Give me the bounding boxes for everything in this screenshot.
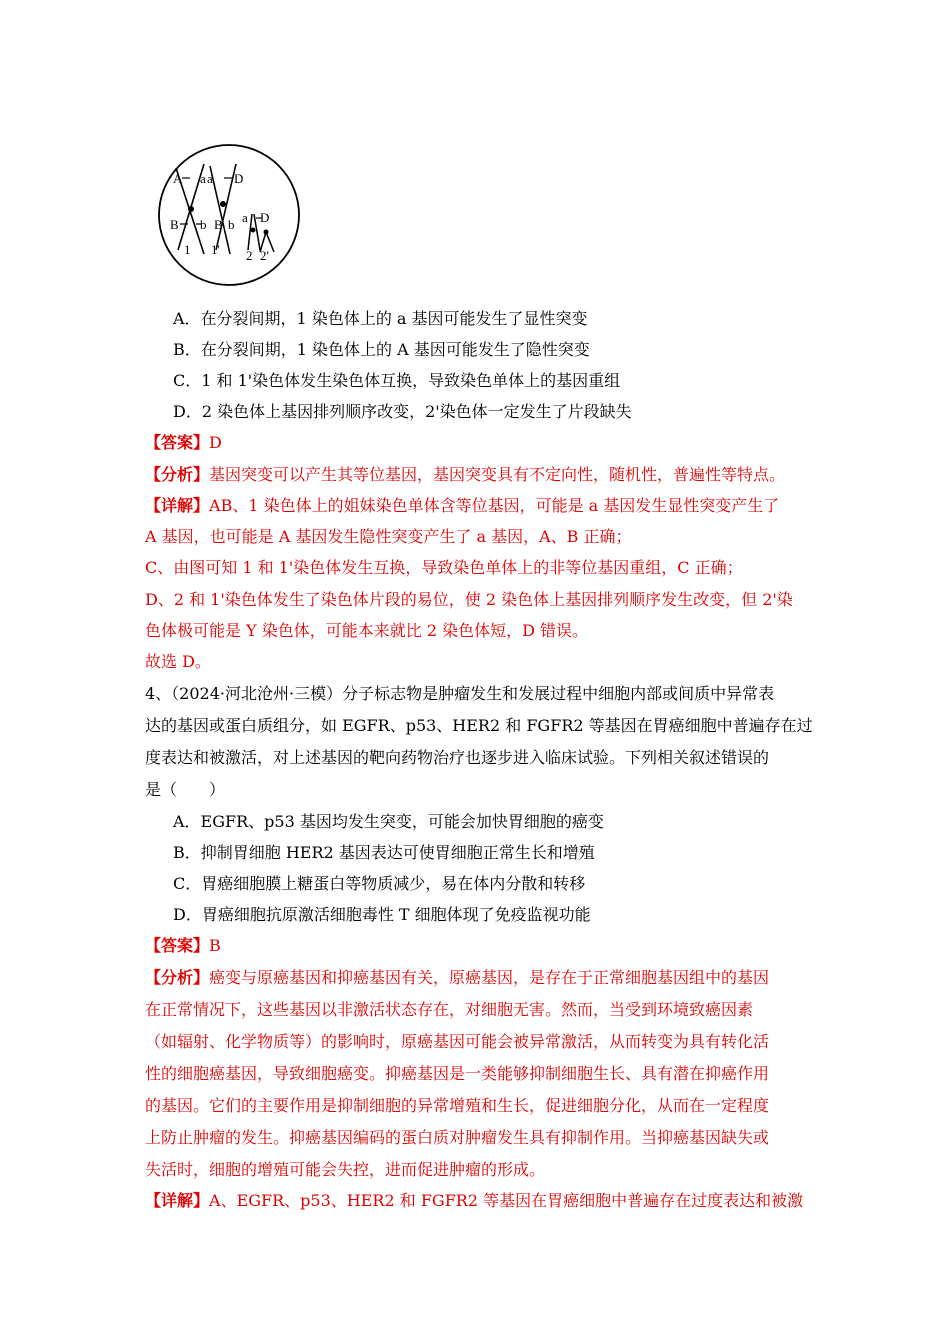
gene-label-A: A (173, 171, 183, 186)
q3-detail-line: 色体极可能是 Y 染色体，可能本来就比 2 染色体短，D 错误。 (145, 621, 589, 640)
q4-stem-line: 是（ ） (145, 780, 226, 799)
chromosome-diagram (156, 142, 302, 288)
chromosome-label-1: 1 (184, 242, 191, 257)
answer-value: B (209, 936, 221, 955)
q4-option-a: A．EGFR、p53 基因均发生突变，可能会加快胃细胞的癌变 (173, 812, 604, 831)
q4-answer (145, 936, 221, 956)
q3-analysis (145, 465, 785, 485)
gene-label-D: D (234, 171, 244, 186)
answer-tag: 【答案】 (145, 936, 210, 955)
analysis-tag: 【分析】 (145, 465, 210, 484)
q4-stem-line: 4、（2024·河北沧州·三模）分子标志物是肿瘤发生和发展过程中细胞内部或间质中异常表 (145, 684, 775, 703)
analysis-tag: 【分析】 (145, 968, 210, 987)
gene-label-b2: b (228, 217, 235, 232)
q3-detail-line (145, 496, 779, 516)
q3-conclusion: 故选 D。 (145, 652, 211, 671)
chromosome-label-2: 2 (246, 248, 253, 263)
analysis-text: 癌变与原癌基因和抑癌基因有关，原癌基因，是存在于正常细胞基因组中的基因 (209, 968, 770, 987)
gene-label-a2: a (207, 171, 213, 186)
gene-label-small-D: D (260, 210, 270, 225)
detail-text: A、EGFR、p53、HER2 和 FGFR2 等基因在胃癌细胞中普遍存在过度表达和被激 (209, 1191, 804, 1210)
gene-label-b1: b (200, 217, 207, 232)
chromosome-label-1-prime: 1' (211, 242, 220, 257)
q4-analysis-line: 上防止肿瘤的发生。抑癌基因编码的蛋白质对肿瘤发生具有抑制作用。当抑癌基因缺失或 (145, 1128, 770, 1147)
q3-answer (145, 433, 222, 453)
q3-option-a: A．在分裂间期，1 染色体上的 a 基因可能发生了显性突变 (173, 309, 588, 328)
gene-label-small-a: a (242, 210, 248, 225)
q3-option-b: B．在分裂间期，1 染色体上的 A 基因可能发生了隐性突变 (173, 340, 590, 359)
q4-option-c: C．胃癌细胞膜上糖蛋白等物质减少，易在体内分散和转移 (173, 874, 586, 893)
q3-detail-line: D、2 和 1'染色体发生了染色体片段的易位，使 2 染色体上基因排列顺序发生改变，但 2'染 (145, 590, 793, 609)
q3-option-d: D．2 染色体上基因排列顺序改变，2'染色体一定发生了片段缺失 (173, 402, 632, 421)
q4-option-b: B．抑制胃细胞 HER2 基因表达可使胃细胞正常生长和增殖 (173, 843, 595, 862)
q4-analysis-line: （如辐射、化学物质等）的影响时，原癌基因可能会被异常激活，从而转变为具有转化活 (145, 1032, 770, 1051)
q4-analysis-line: 失活时，细胞的增殖可能会失控，进而促进肿瘤的形成。 (145, 1160, 546, 1179)
detail-tag: 【详解】 (145, 496, 210, 515)
gene-label-B1: B (170, 217, 179, 232)
answer-tag: 【答案】 (145, 433, 210, 452)
chromosome-label-2-prime: 2' (260, 248, 269, 263)
q4-option-d: D．胃癌细胞抗原激活细胞毒性 T 细胞体现了免疫监视功能 (173, 905, 591, 924)
q4-stem-line: 达的基因或蛋白质组分，如 EGFR、p53、HER2 和 FGFR2 等基因在胃癌细胞中普遍存在过 (145, 716, 813, 735)
detail-text: AB、1 染色体上的姐妹染色单体含等位基因，可能是 a 基因发生显性突变产生了 (209, 496, 780, 515)
q4-detail-line (145, 1191, 803, 1211)
q4-stem-line: 度表达和被激活，对上述基因的靶向药物治疗也逐步进入临床试验。下列相关叙述错误的 (145, 748, 770, 767)
q4-analysis-line: 在正常情况下，这些基因以非激活状态存在，对细胞无害。然而，当受到环境致癌因素 (145, 1000, 754, 1019)
q4-analysis-line: 的基因。它们的主要作用是抑制细胞的异常增殖和生长，促进细胞分化，从而在一定程度 (145, 1096, 770, 1115)
analysis-text: 基因突变可以产生其等位基因，基因突变具有不定向性，随机性，普遍性等特点。 (209, 465, 786, 484)
q4-analysis-line (145, 968, 769, 988)
q3-detail-line: A 基因，也可能是 A 基因发生隐性突变产生了 a 基因，A、B 正确； (145, 527, 632, 546)
detail-tag: 【详解】 (145, 1191, 210, 1210)
q3-detail-line: C、由图可知 1 和 1'染色体发生互换，导致染色单体上的非等位基因重组，C 正确； (145, 558, 743, 577)
gene-label-a1: a (200, 171, 206, 186)
q4-analysis-line: 性的细胞癌基因，导致细胞癌变。抑癌基因是一类能够抑制细胞生长、具有潜在抑癌作用 (145, 1064, 770, 1083)
answer-value: D (209, 433, 222, 452)
q3-option-c: C．1 和 1'染色体发生染色体互换，导致染色单体上的基因重组 (173, 371, 621, 390)
gene-label-B2: B (214, 217, 223, 232)
